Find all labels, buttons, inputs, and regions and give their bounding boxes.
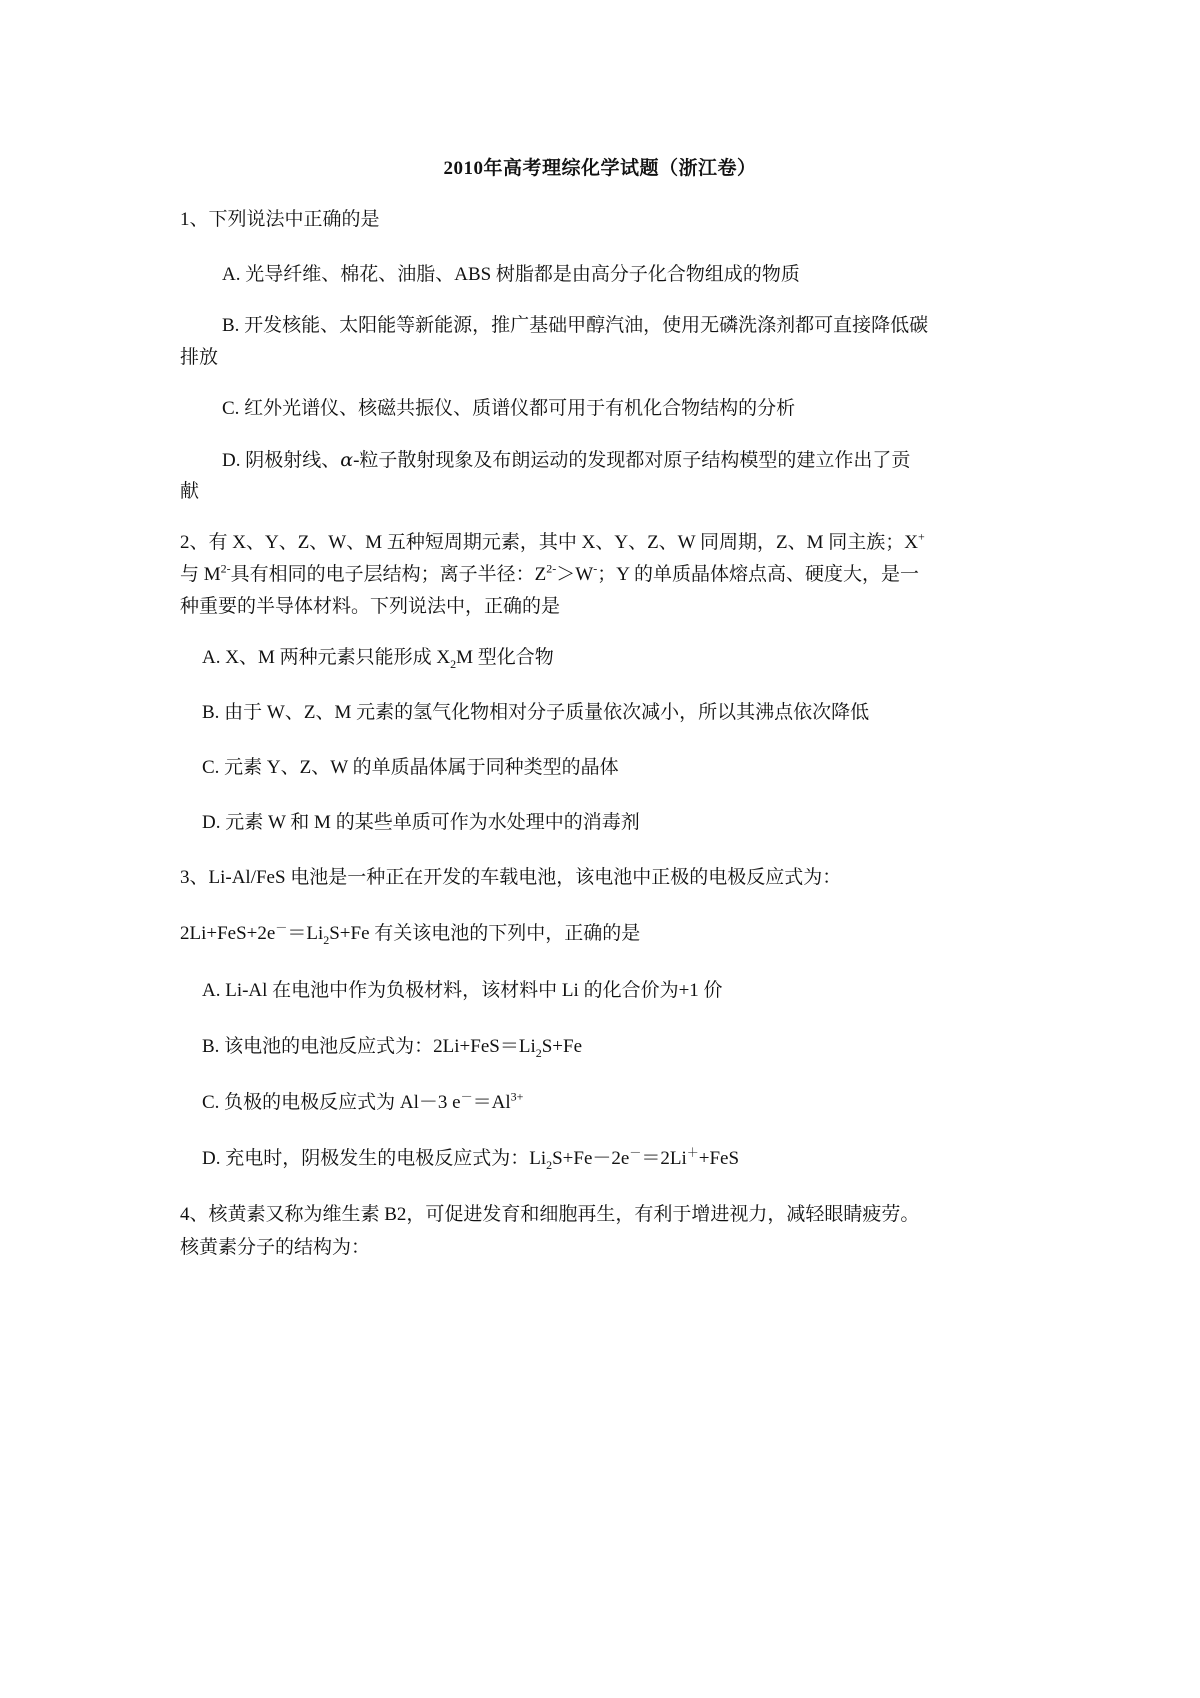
q1-option-b-line2: 排放 bbox=[180, 347, 219, 368]
q2-option-a bbox=[202, 642, 554, 674]
page-title: 2010年高考理综化学试题（浙江卷） bbox=[443, 158, 757, 179]
q2-text: ；Y 的单质晶体熔点高、硬度大，是一 bbox=[597, 564, 919, 585]
q1-option-c: C. 红外光谱仪、核磁共振仪、质谱仪都可用于有机化合物结构的分析 bbox=[222, 398, 796, 419]
subscript: 2 bbox=[323, 932, 330, 947]
q4-stem-line1: 4、核黄素又称为维生素 B2，可促进发育和细胞再生，有利于增进视力，减轻眼睛疲劳。 bbox=[180, 1204, 920, 1225]
q3-c-text: C. 负极的电极反应式为 Al－3 e bbox=[202, 1092, 461, 1113]
superscript: 2- bbox=[546, 561, 557, 576]
superscript: ＋ bbox=[686, 1145, 699, 1160]
q3-d-text: +FeS bbox=[698, 1148, 740, 1169]
q2-option-b: B. 由于 W、Z、M 元素的氢气化物相对分子质量依次减小，所以其沸点依次降低 bbox=[202, 702, 870, 723]
q1-option-d-prefix: D. 阴极射线、 bbox=[222, 450, 341, 471]
q2-stem-line1 bbox=[180, 527, 925, 559]
subscript: 2 bbox=[546, 1157, 553, 1172]
superscript: － bbox=[460, 1089, 473, 1104]
q2-text: ＞W bbox=[556, 564, 594, 585]
q3-d-text: ＝2Li bbox=[641, 1148, 687, 1169]
superscript: 3+ bbox=[510, 1089, 524, 1104]
q3-b-text: B. 该电池的电池反应式为：2Li+FeS＝Li bbox=[202, 1036, 536, 1057]
q2-text: 与 M bbox=[180, 564, 221, 585]
q2-stem-line3: 种重要的半导体材料。下列说法中，正确的是 bbox=[180, 596, 561, 617]
q3-eq-text: S+Fe 有关该电池的下列中，正确的是 bbox=[329, 923, 641, 944]
q3-option-c bbox=[202, 1087, 523, 1119]
q1-stem: 1、下列说法中正确的是 bbox=[180, 209, 380, 230]
q3-option-a: A. Li-Al 在电池中作为负极材料，该材料中 Li 的化合价为+1 价 bbox=[202, 980, 723, 1001]
q2-stem-text1: 2、有 X、Y、Z、W、M 五种短周期元素，其中 X、Y、Z、W 同周期，Z、M 同主族；X bbox=[180, 532, 918, 553]
q2-option-c: C. 元素 Y、Z、W 的单质晶体属于同种类型的晶体 bbox=[202, 757, 619, 778]
q3-eq-text: 2Li+FeS+2e bbox=[180, 923, 276, 944]
q3-option-d bbox=[202, 1143, 739, 1175]
superscript: - bbox=[593, 561, 598, 576]
q2-option-d: D. 元素 W 和 M 的某些单质可作为水处理中的消毒剂 bbox=[202, 812, 640, 833]
subscript: 2 bbox=[535, 1045, 542, 1060]
q3-d-text: D. 充电时，阴极发生的电极反应式为：Li bbox=[202, 1148, 547, 1169]
q1-option-d-rest: -粒子散射现象及布朗运动的发现都对原子结构模型的建立作出了贡 bbox=[353, 450, 911, 471]
q2-a-text: M 型化合物 bbox=[456, 647, 554, 668]
q3-equation bbox=[180, 918, 640, 950]
q1-option-a: A. 光导纤维、棉花、油脂、ABS 树脂都是由高分子化合物组成的物质 bbox=[222, 264, 800, 285]
superscript: － bbox=[629, 1145, 642, 1160]
alpha-symbol: α bbox=[340, 449, 354, 471]
q3-eq-text: ＝Li bbox=[287, 923, 324, 944]
superscript: + bbox=[918, 529, 925, 544]
q4-stem-line2: 核黄素分子的结构为： bbox=[180, 1237, 371, 1258]
q1-option-b-line1: B. 开发核能、太阳能等新能源，推广基础甲醇汽油，使用无磷洗涤剂都可直接降低碳 bbox=[222, 315, 929, 336]
q3-b-text: S+Fe bbox=[541, 1036, 583, 1057]
q3-option-b bbox=[202, 1031, 582, 1063]
q2-stem-line2 bbox=[180, 559, 919, 591]
q3-stem: 3、Li-Al/FeS 电池是一种正在开发的车载电池，该电池中正极的电极反应式为： bbox=[180, 867, 842, 888]
q3-d-text: S+Fe－2e bbox=[552, 1148, 630, 1169]
superscript: － bbox=[275, 920, 288, 935]
q1-option-d-line1 bbox=[222, 444, 910, 477]
q2-text: 具有相同的电子层结构；离子半径：Z bbox=[230, 564, 547, 585]
q3-c-text: ＝Al bbox=[472, 1092, 511, 1113]
superscript: 2- bbox=[220, 561, 231, 576]
q1-option-d-line2: 献 bbox=[180, 481, 200, 502]
subscript: 2 bbox=[450, 656, 457, 671]
q2-a-text: A. X、M 两种元素只能形成 X bbox=[202, 647, 451, 668]
